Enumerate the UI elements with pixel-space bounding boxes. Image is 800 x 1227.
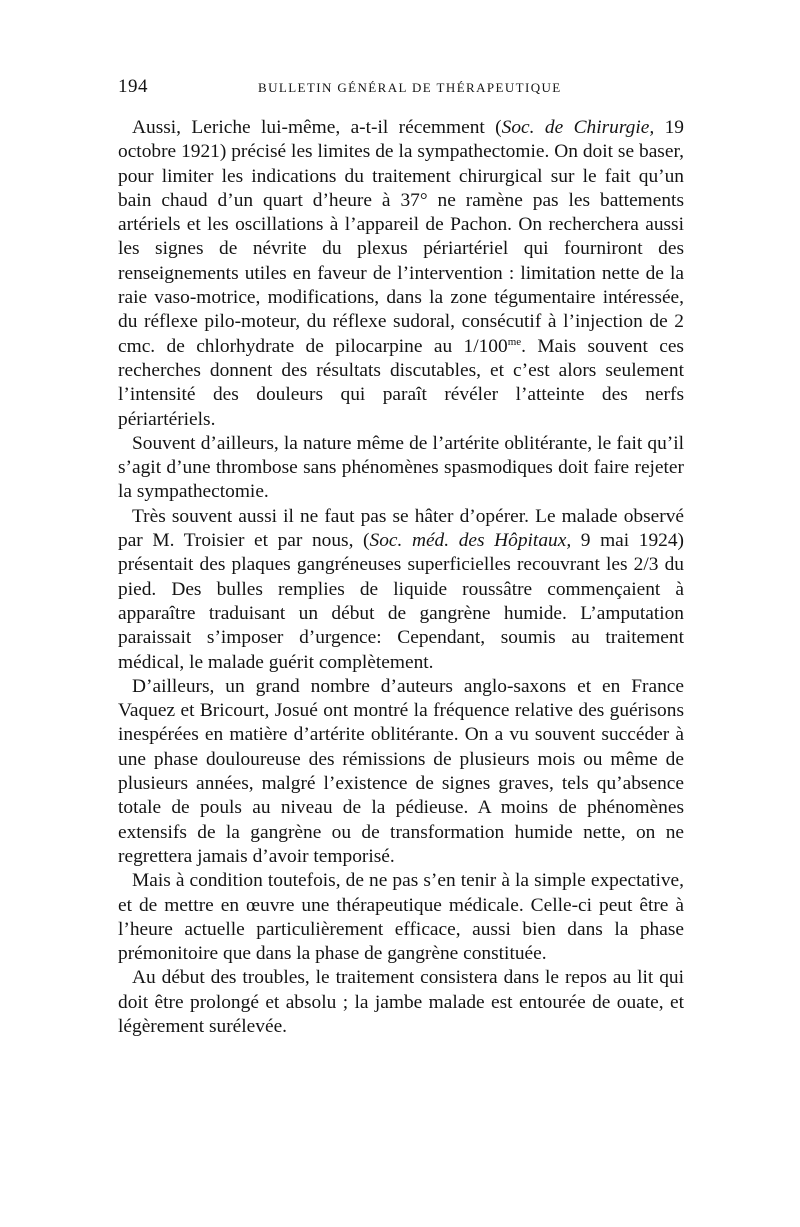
running-title: BULLETIN GÉNÉRAL DE THÉRAPEUTIQUE — [258, 80, 562, 95]
paragraph: Mais à condition toutefois, de ne pas s’en tenir à la simple expectative, et de mettre en œuvre une thérapeutique médicale. Celle-ci peut être à l’heure actuelle particulièrement efficace, aussi bien dans la phase prémonitoire que dans la phase de gangrène constituée. — [118, 870, 684, 965]
paragraph: D’ailleurs, un grand nombre d’auteurs anglo-saxons et en France Vaquez et Bricourt, Josué ont montré la fréquence relative des guérisons inespérées en matière d’artérite oblitérante. On a vu souvent succéder à une phase douloureuse des rémissions de plusieurs mois ou même de plusieurs années, malgré l’existence de signes graves, tels qu’absence totale de pouls au niveau de la pédieuse. A moins de phénomènes extensifs de la gangrène ou de transformation humide nette, on ne regrettera jamais d’avoir temporisé. — [118, 675, 684, 867]
paragraph: Très souvent aussi il ne faut pas se hâter d’opérer. Le malade observé par M. Troisier et par nous, (Soc. méd. des Hôpitaux, 9 mai 1924) présentait des plaques gangréneuses superficielles recouvrant les 2/3 du pied. Des bulles remplies de liquide roussâtre commençaient à apparaître traduisant un début de gangrène humide. L’amputation paraissait s’imposer d’urgence: Cependant, soumis au traitement médical, le malade guérit complètement. — [118, 505, 684, 673]
page-header — [118, 76, 684, 100]
paragraph: Souvent d’ailleurs, la nature même de l’artérite oblitérante, le fait qu’il s’agit d’une thrombose sans phénomènes spasmodiques doit faire rejeter la sympathectomie. — [118, 432, 684, 503]
superscript: me — [507, 335, 522, 348]
citation: Soc. de Chirurgie, — [501, 117, 655, 138]
paragraph: Au début des troubles, le traitement consistera dans le repos au lit qui doit être prolongé et absolu ; la jambe malade est entourée de ouate, et légèrement surélevée. — [118, 967, 684, 1037]
paragraph: Aussi, Leriche lui-même, a-t-il récemment (Soc. de Chirurgie, 19 octobre 1921) précisé les limites de la sympathectomie. On doit se baser, pour limiter les indications du traitement chirurgical sur le fait qu’un bain chaud d’un quart d’heure à 37° ne ramène pas les battements artériels et les oscillations à l’appareil de Pachon. On recherchera aussi les signes de névrite du plexus périartériel qui fourniront des renseignements utiles en faveur de l’intervention : limitation nette de la raie vaso-motrice, modifications, dans la zone tégumentaire intéressée, du réflexe pilo-moteur, du réflexe sudoral, consécutif à l’injection de 2 cmc. de chlorhydrate de pilocarpine au $1/100^{me}$. Mais souvent ces recherches donnent des résultats discutables, et c’est alors seulement l’intensité des douleurs qui paraît révéler l’atteinte des nerfs périartériels. — [118, 117, 684, 430]
citation: Soc. méd. des Hôpitaux, — [369, 530, 572, 552]
body-text — [118, 116, 684, 1039]
page-number: 194 — [118, 76, 148, 97]
